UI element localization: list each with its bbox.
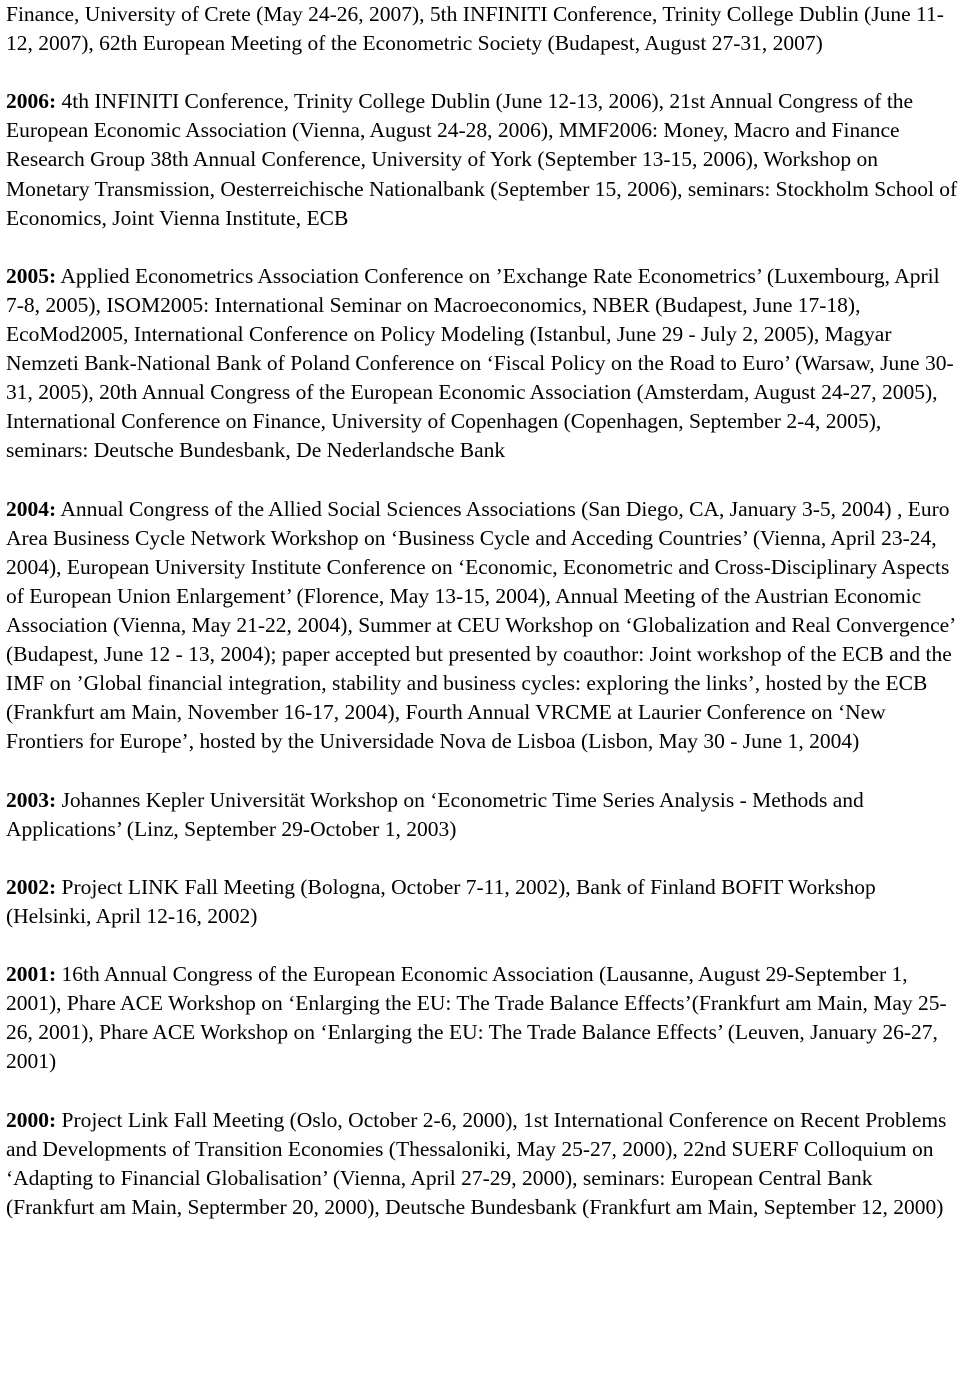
entry-2002 [6, 873, 960, 931]
entry-text: Project LINK Fall Meeting (Bologna, October 7-11, 2002), Bank of Finland BOFIT Workshop (Helsinki, April 12-16, 2002) [6, 874, 876, 928]
entry-2005 [6, 262, 960, 466]
entry-text: 16th Annual Congress of the European Economic Association (Lausanne, August 29-September 1, 2001), Phare ACE Workshop on ‘Enlarging the EU: The Trade Balance Effects’(Frankfurt am Main, May 25-26, 2001), Phare ACE Workshop on ‘Enlarging the EU: The Trade Balance Effects’ (Leuven, January 26-27, 2001) [6, 962, 947, 1074]
entry-text: Applied Econometrics Association Conference on ’Exchange Rate Econometrics’ (Luxembourg, April 7-8, 2005), ISOM2005: International Seminar on Macroeconomics, NBER (Budapest, June 17-18), EcoMod2005, International Conference on Policy Modeling (Istanbul, June 29 - July 2, 2005), Magyar Nemzeti Bank-National Bank of Poland Conference on ‘Fiscal Policy on the Road to Euro’ (Warsaw, June 30-31, 2005), 20th Annual Congress of the European Economic Association (Amsterdam, August 24-27, 2005), International Conference on Finance, University of Copenhagen (Copenhagen, September 2-4, 2005), seminars: Deutsche Bundesbank, De Nederlandsche Bank [6, 263, 954, 463]
entry-2006 [6, 87, 960, 232]
intro-paragraph: Finance, University of Crete (May 24-26, 2007), 5th INFINITI Conference, Trinity College Dublin (June 11-12, 2007), 62th European Meeting of the Econometric Society (Budapest, August 27-31, 2007) [6, 2, 944, 56]
entry-2001 [6, 960, 960, 1076]
entry-text: Annual Congress of the Allied Social Sciences Associations (San Diego, CA, January 3-5, 2004) , Euro Area Business Cycle Network Workshop on ‘Business Cycle and Acceding Countries’ (Vienna, April 23-24, 2004), European University Institute Conference on ‘Economic, Econometric and Cross-Disciplinary Aspects of European Union Enlargement’ (Florence, May 13-15, 2004), Annual Meeting of the Austrian Economic Association (Vienna, May 21-22, 2004), Summer at CEU Workshop on ‘Globalization and Real Convergence’ (Budapest, June 12 - 13, 2004); paper accepted but presented by coauthor: Joint workshop of the ECB and the IMF on ’Global financial integration, stability and business cycles: exploring the links’, hosted by the ECB (Frankfurt am Main, November 16-17, 2004), Fourth Annual VRCME at Laurier Conference on ‘New Frontiers for Europe’, hosted by the Universidade Nova de Lisboa (Lisbon, May 30 - June 1, 2004) [6, 496, 955, 754]
cv-conference-list [6, 0, 960, 1251]
year-label: 2005: [6, 263, 57, 288]
year-label: 2001: [6, 962, 57, 987]
entry-2003 [6, 786, 960, 844]
year-label: 2000: [6, 1107, 57, 1132]
entry-text: Project Link Fall Meeting (Oslo, October 2-6, 2000), 1st International Conference on Recent Problems and Developments of Transition Economies (Thessaloniki, May 25-27, 2000), 22nd SUERF Colloquium on ‘Adapting to Financial Globalisation’ (Vienna, April 27-29, 2000), seminars: European Central Bank (Frankfurt am Main, Septermber 20, 2000), Deutsche Bundesbank (Frankfurt am Main, September 12, 2000) [6, 1107, 947, 1219]
entry-2000 [6, 1106, 960, 1222]
entry-text: Johannes Kepler Universität Workshop on ‘Econometric Time Series Analysis - Methods and Applications’ (Linz, September 29-October 1, 2003) [6, 787, 864, 841]
year-label: 2002: [6, 874, 57, 899]
year-label: 2006: [6, 89, 57, 114]
entry-2004 [6, 495, 960, 757]
year-label: 2003: [6, 787, 57, 812]
entry-text: 4th INFINITI Conference, Trinity College Dublin (June 12-13, 2006), 21st Annual Congress of the European Economic Association (Vienna, August 24-28, 2006), MMF2006: Money, Macro and Finance Research Group 38th Annual Conference, University of York (September 13-15, 2006), Workshop on Monetary Transmission, Oesterreichische Nationalbank (September 15, 2006), seminars: Stockholm School of Economics, Joint Vienna Institute, ECB [6, 89, 958, 230]
year-label: 2004: [6, 496, 57, 521]
